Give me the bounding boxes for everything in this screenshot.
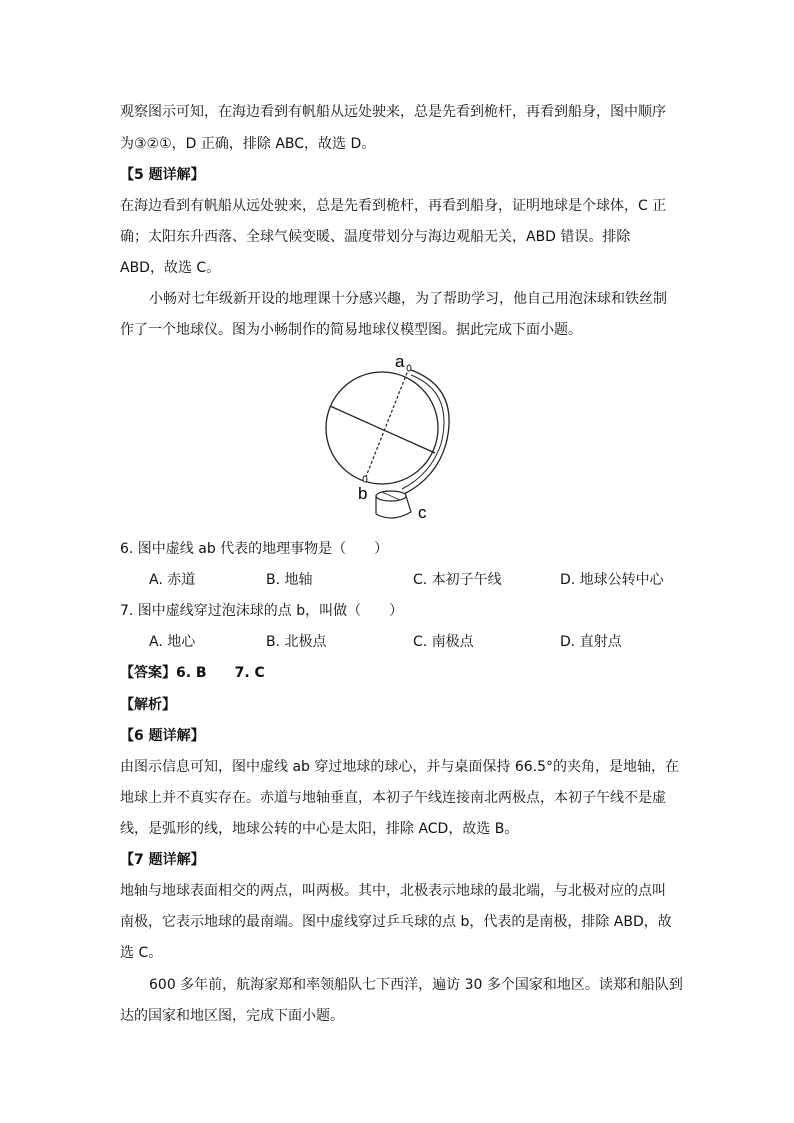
point-a-marker	[407, 365, 411, 371]
q6-option-c: C. 本初子午线	[413, 572, 502, 588]
q6-detail-heading: 【6 题详解】	[120, 728, 205, 744]
answer-line: 【答案】6. B 7. C	[120, 665, 265, 681]
tail-line-1: 600 多年前，航海家郑和率领船队七下西洋，遍访 30 多个国家和地区。读郑和船队到	[149, 977, 683, 993]
equator-line	[330, 406, 435, 453]
axis-dashed-line	[365, 368, 409, 479]
q7-option-d: D. 直射点	[560, 634, 622, 650]
q7-detail-line-3: 选 C。	[120, 945, 163, 961]
q7-detail-line-2: 南极，它表示地球的最南端。图中虚线穿过乒乓球的点 b，代表的是南极，排除 ABD，故	[120, 914, 672, 930]
globe-figure	[318, 348, 458, 530]
q6-detail-line-1: 由图示信息可知，图中虚线 ab 穿过地球的球心，并与桌面保持 66.5°的夹角，是地轴，在	[120, 759, 679, 775]
q7-detail-line-1: 地轴与地球表面相交的两点，叫两极。其中，北极表示地球的最北端，与北极对应的点叫	[120, 883, 666, 899]
stand-right	[406, 496, 411, 512]
intro-line-1: 小畅对七年级新开设的地理课十分感兴趣，为了帮助学习，他自己用泡沫球和铁丝制	[149, 291, 667, 307]
label-a: a	[395, 352, 405, 371]
stand-base	[376, 512, 411, 518]
intro-line-2: 作了一个地球仪。图为小畅制作的简易地球仪模型图。据此完成下面小题。	[120, 322, 582, 338]
q6-option-d: D. 地球公转中心	[560, 572, 664, 588]
label-c: c	[418, 503, 427, 522]
line-2: 为③②①，D 正确，排除 ABC，故选 D。	[120, 136, 376, 152]
q7-option-b: B. 北极点	[266, 634, 327, 650]
q6-detail-line-3: 线，是弧形的线，地球公转的中心是太阳，排除 ACD，故选 B。	[120, 821, 519, 837]
q6-detail-line-2: 地球上并不真实存在。赤道与地轴垂直，本初子午线连接南北两极点，本初子午线不是虚	[120, 790, 666, 806]
q5-heading: 【5 题详解】	[120, 167, 205, 183]
label-b: b	[358, 484, 368, 503]
line-6: ABD，故选 C。	[120, 260, 221, 276]
q6-option-a: A. 赤道	[149, 572, 196, 588]
q7-option-c: C. 南极点	[413, 634, 474, 650]
q7-stem: 7. 图中虚线穿过泡沫球的点 b，叫做（ ）	[120, 603, 404, 619]
q6-option-b: B. 地轴	[266, 572, 313, 588]
globe-sphere	[326, 372, 438, 484]
tail-line-2: 达的国家和地区图，完成下面小题。	[120, 1008, 344, 1024]
point-b-marker	[363, 476, 367, 482]
analysis-heading: 【解析】	[120, 697, 176, 713]
q7-option-a: A. 地心	[149, 634, 196, 650]
line-4: 在海边看到有帆船从远处驶来，总是先看到桅杆，再看到船身，证明地球是个球体，C 正	[120, 198, 667, 214]
q6-stem: 6. 图中虚线 ab 代表的地理事物是（ ）	[120, 541, 389, 557]
line-5: 确；太阳东升西落、全球气候变暖、温度带划分与海边观船无关，ABD 错误。排除	[120, 229, 631, 245]
line-1: 观察图示可知，在海边看到有帆船从远处驶来，总是先看到桅杆，再看到船身，图中顺序	[120, 104, 666, 120]
q7-detail-heading: 【7 题详解】	[120, 852, 205, 868]
